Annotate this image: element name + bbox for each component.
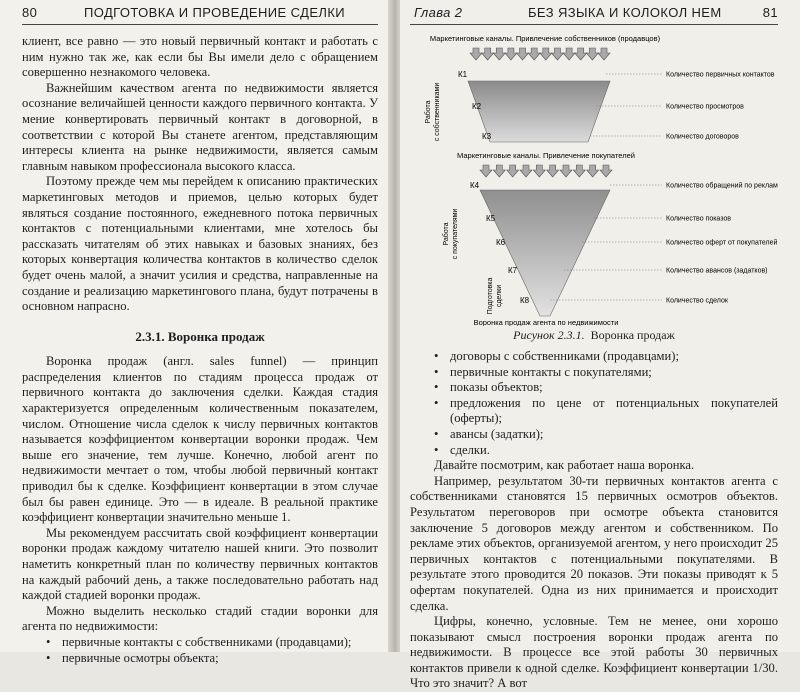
chapter-label: Глава 2 <box>414 5 463 20</box>
top-arrows <box>470 48 610 60</box>
down-arrow-icon <box>551 48 563 60</box>
stage-label: Количество сделок <box>666 297 728 305</box>
down-arrow-icon <box>505 48 517 60</box>
down-arrow-icon <box>587 165 599 177</box>
down-arrow-icon <box>528 48 540 60</box>
paragraph: клиент, все равно — это новый первичный контакт и работать с ним нужно так же, как если бы Вы имели дело с обращением совершенно незнакомого человека. <box>22 34 378 80</box>
down-arrow-icon <box>493 48 505 60</box>
stage-list-continued <box>410 349 778 458</box>
down-arrow-icon <box>560 165 572 177</box>
down-arrow-icon <box>547 165 559 177</box>
stage-label: Количество оферт от покупателей <box>666 239 778 247</box>
left-running-header <box>22 0 378 25</box>
left-page <box>0 0 392 665</box>
down-arrow-icon <box>507 165 519 177</box>
down-arrow-icon <box>533 165 545 177</box>
left-body <box>22 34 378 666</box>
stage-code: К5 <box>486 214 496 223</box>
down-arrow-icon <box>493 165 505 177</box>
section-title: 2.3.1. Воронка продаж <box>135 328 265 344</box>
stage-code: К4 <box>470 181 480 190</box>
list-item: • первичные контакты с покупателями; <box>434 365 778 381</box>
funnel-bottom-label: Воронка продаж агента по недвижимости <box>473 318 619 326</box>
caption-label: Рисунок 2.3.1. <box>513 328 585 342</box>
stage-label: Количество договоров <box>666 133 739 141</box>
running-head-right: БЕЗ ЯЗЫКА И КОЛОКОЛ НЕМ <box>528 5 722 20</box>
stage-label: Количество просмотров <box>666 103 744 111</box>
figure-caption <box>410 328 778 343</box>
down-arrow-icon <box>517 48 529 60</box>
down-arrow-icon <box>600 165 612 177</box>
stage-code: К8 <box>520 296 530 305</box>
sales-funnel-figure <box>410 34 778 326</box>
paragraph: Давайте посмотрим, как работает наша воронка. <box>434 458 695 473</box>
down-arrow-icon <box>540 48 552 60</box>
stage-code: К3 <box>482 132 492 141</box>
paragraph: Можно выделить несколько стадий стадии воронки для агента по недвижимости: <box>22 603 378 634</box>
list-item: • первичные контакты с собственниками (продавцами); <box>46 635 378 651</box>
funnel-diagram <box>410 34 778 326</box>
list-item: • показы объектов; <box>434 380 778 396</box>
caption-title: Воронка продаж <box>590 328 675 342</box>
right-page <box>400 0 800 691</box>
stage-label: Количество показов <box>666 215 731 223</box>
paragraph: Например, результатом 30-ти первичных контактов агента с собственниками становятся 15 первичных осмотров объектов. Результатом переговоров при осмотре объекта становится заключение 5 договоров между агентом и собственником. По рекламе этих объектов, организуемой агентом, у него происходит 25 первичных контактов с потенциальными покупателями. В результате этого проводится 20 показов. Эти показы приводят к 5 офертам покупателей. Одна из них принимается и происходит сделка. <box>410 473 778 613</box>
down-arrow-icon <box>470 48 482 60</box>
mid-channels-label: Маркетинговые каналы. Привлечение покупателей <box>457 151 635 160</box>
page-number-left: 80 <box>22 5 38 20</box>
list-item: • сделки. <box>434 443 778 459</box>
paragraph: Цифры, конечно, условные. Тем не менее, они хорошо показывают смысл построения воронки продаж агента по недвижимости. В процессе все этой работы 30 первичных контактов привели к одной сделке. Коэффициент конвертации 1/30. Что это значит? А вот <box>410 614 778 691</box>
side-label-deals-2: сделки <box>496 284 503 308</box>
paragraph: Мы рекомендуем рассчитать свой коэффициент конвертации воронки продаж каждому читателю нашей книги. Это позволит наметить конкретный план по количеству первичных контактов на каждый рабочий день, а также последовательно работать над каждой стадией воронки продаж. <box>22 525 378 603</box>
down-arrow-icon <box>480 165 492 177</box>
down-arrow-icon <box>563 48 575 60</box>
side-label-buyers-2: с покупателями <box>452 208 459 260</box>
mid-arrows <box>480 165 612 177</box>
stage-label: Количество авансов (задатков) <box>666 267 768 275</box>
stage-label: Количество первичных контактов <box>666 71 775 79</box>
running-head-left: ПОДГОТОВКА И ПРОВЕДЕНИЕ СДЕЛКИ <box>84 5 346 20</box>
list-item: • авансы (задатки); <box>434 427 778 443</box>
side-label-owners-2: с собственниками <box>434 82 441 142</box>
top-channels-label: Маркетинговые каналы. Привлечение собственников (продавцов) <box>429 34 661 43</box>
stage-code: К6 <box>496 238 506 247</box>
stage-label: Количество обращений по рекламе <box>666 182 778 190</box>
stage-labels <box>666 72 778 305</box>
paragraph: Воронка продаж (англ. sales funnel) — принцип распределения клиентов по стадиям процесса продаж от первичного контакта до заключения сделки. Каждая стадия характеризуется определенным количественным показателем, числом. Отношение числа сделок к числу первичных контактов называется коэффициентом конвертации воронки продаж. Чем выше его значение, тем лучше. Конечно, любой агент по недвижимости мечтает о том, чтобы любой первичный контакт приводил бы к сделке. Коэффициент конвертации в этом случае был бы равен единице. Это — в идеале. В реальной практике коэффициент конвертации значительно меньше 1. <box>22 354 378 525</box>
stage-list <box>22 635 378 666</box>
down-arrow-icon <box>482 48 494 60</box>
side-label-owners-1: Работа <box>425 100 432 124</box>
down-arrow-icon <box>575 48 587 60</box>
list-item: • первичные осмотры объекта; <box>46 651 378 667</box>
side-label-buyers-1: Работа <box>443 222 450 246</box>
stage-code: К1 <box>458 70 468 79</box>
down-arrow-icon <box>573 165 585 177</box>
page-number-right: 81 <box>762 5 778 20</box>
side-label-deals-1: Подготовка <box>487 277 494 315</box>
right-running-header <box>410 0 778 25</box>
down-arrow-icon <box>520 165 532 177</box>
stage-code: К7 <box>508 266 518 275</box>
paragraph: Поэтому прежде чем мы перейдем к описанию практических маркетинговых методов и приемов, целью которых будет являться создание постоянного, ежедневного потока первичных контактов с потенциальными клиентами, мне хотелось бы рассказать читателям об этих навыках и базовых знаниях, без которых конвертация количества контактов в количество сделок будет очень малой, а значит усилия и средства, направленные на создание и реализацию маркетингового плана, будут потрачены в основном напрасно. <box>22 174 378 314</box>
stage-code: К2 <box>472 102 482 111</box>
list-item: • договоры с собственниками (продавцами); <box>434 349 778 365</box>
down-arrow-icon <box>586 48 598 60</box>
right-body <box>410 349 778 692</box>
list-item: • предложения по цене от потенциальных покупателей (оферты); <box>434 396 778 427</box>
paragraph: Важнейшим качеством агента по недвижимости является осознание величайшей ценности каждого первичного контакта. У мение конвертировать первичный контакт в договорной, в соответствии с которой Вы станете агентом, представляющим интересы клиента на рынке недвижимости, является самым главным навыком профессионала высокого класса. <box>22 80 378 173</box>
down-arrow-icon <box>598 48 610 60</box>
